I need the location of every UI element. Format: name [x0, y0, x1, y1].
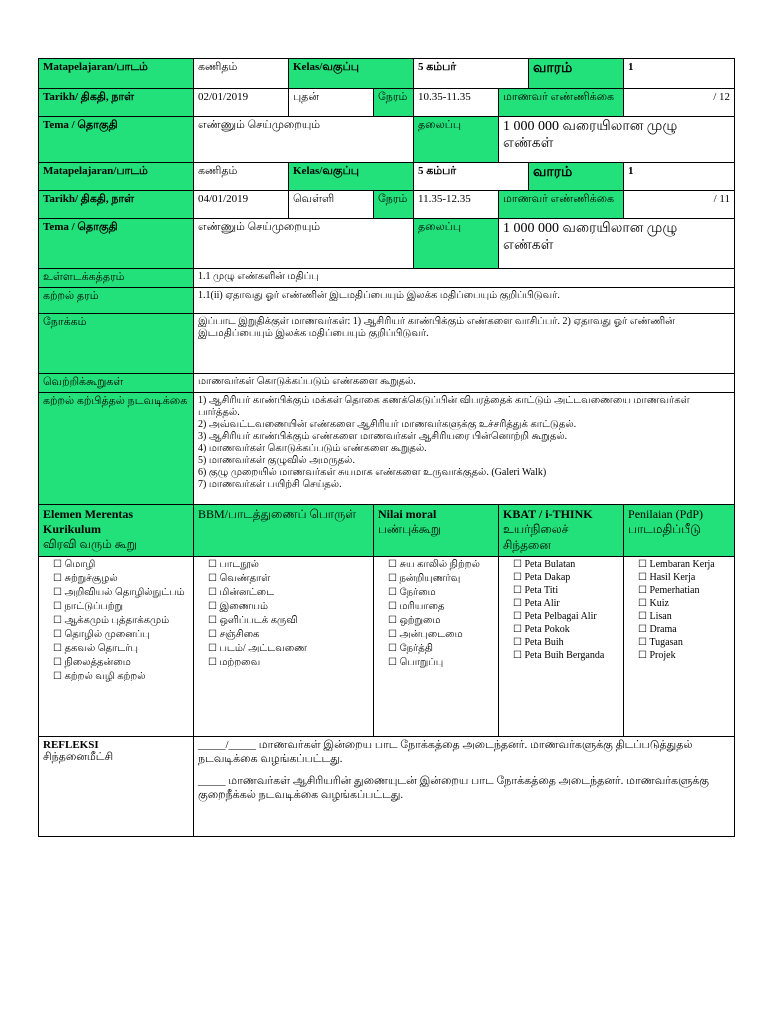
pdp-sub: பாடமதிப்பீடு [628, 522, 701, 536]
date-value-2: 04/01/2019 [194, 191, 289, 219]
bbm-item[interactable]: ☐ சஞ்சிகை [208, 629, 369, 641]
date-label: Tarikh/ திகதி, நாள் [39, 89, 194, 117]
pdp-header [624, 505, 735, 557]
cross-item[interactable]: ☐ ஆக்கமும் புத்தாக்கமும் [53, 615, 189, 627]
reflection-header [39, 737, 194, 837]
pdp-item[interactable]: ☐ Hasil Kerja [638, 572, 730, 583]
reflection-body [194, 737, 735, 837]
lesson-plan [38, 58, 734, 837]
cross-item[interactable]: ☐ சுற்றுச்சூழல் [53, 573, 189, 585]
nilai-sub: பண்புக்கூறு [378, 522, 441, 536]
reflection-line[interactable]: _____ மாணவர்கள் ஆசிரியரின் துணையுடன் இன்றைய பாட நோக்கத்தை அடைந்தனர். மாணவர்களுக்கு குறைநீக்கல் நடவடிக்கை வழங்கப்பட்டது. [198, 775, 710, 801]
pdp-item[interactable]: ☐ Tugasan [638, 637, 730, 648]
bbm-item[interactable]: ☐ பாடநூல் [208, 559, 369, 571]
students-label: மாணவர் எண்ணிக்கை [499, 89, 624, 117]
pdp-item[interactable]: ☐ Drama [638, 624, 730, 635]
subject-value: கணிதம் [194, 59, 289, 89]
title-value-2: 1 000 000 வரையிலான முழு எண்கள் [499, 219, 735, 269]
theme-label: Tema / தொகுதி [39, 117, 194, 163]
cross-item[interactable]: ☐ மொழி [53, 559, 189, 571]
time-value: 10.35-11.35 [414, 89, 499, 117]
nilai-item[interactable]: ☐ மரியாதை [388, 601, 494, 613]
bbm-item[interactable]: ☐ மற்றவை [208, 657, 369, 669]
activity-step: 4) மாணவர்கள் கொடுக்கப்படும் எண்களை கூறுதல். [198, 443, 427, 454]
theme-value-2: எண்ணும் செய்முறையும் [194, 219, 414, 269]
nilai-item[interactable]: ☐ அன்புடைமை [388, 629, 494, 641]
objective-label: நோக்கம் [39, 314, 194, 374]
reflection-sub: சிந்தனைமீட்சி [43, 751, 114, 763]
nilai-item[interactable]: ☐ நேர்த்தி [388, 643, 494, 655]
time-label: நேரம் [374, 89, 414, 117]
pdp-item[interactable]: ☐ Kuiz [638, 598, 730, 609]
bbm-item[interactable]: ☐ ஒளிப்படக் கருவி [208, 615, 369, 627]
kbat-label: KBAT / i-THINK [503, 507, 593, 521]
kbat-item[interactable]: ☐ Peta Titi [513, 585, 619, 596]
nilai-item[interactable]: ☐ நேர்மை [388, 587, 494, 599]
pdp-label: Penilaian (PdP) [628, 507, 704, 521]
reflection-label: REFLEKSI [43, 739, 99, 751]
bbm-item[interactable]: ☐ வெண்தாள் [208, 573, 369, 585]
week-value-2: 1 [624, 163, 735, 191]
week-value: 1 [624, 59, 735, 89]
time-label-2: நேரம் [374, 191, 414, 219]
kbat-item[interactable]: ☐ Peta Bulatan [513, 559, 619, 570]
week-label-2: வாரம் [529, 163, 624, 191]
content-label: உள்ளடக்கத்தரம் [39, 269, 194, 288]
kbat-sub: உயர்நிலைச் சிந்தனை [503, 522, 569, 552]
students-value-2: / 11 [624, 191, 735, 219]
date-label-2: Tarikh/ திகதி, நாள் [39, 191, 194, 219]
activity-list [194, 393, 735, 505]
theme-label-2: Tema / தொகுதி [39, 219, 194, 269]
learning-label: கற்றல் தரம் [39, 288, 194, 314]
bbm-label: BBM/பாடத்துணைப் பொருள் [194, 505, 374, 557]
day-value: புதன் [289, 89, 374, 117]
class-label-2: Kelas/வகுப்பு [289, 163, 414, 191]
nilai-items [374, 557, 499, 737]
activity-step: 1) ஆசிரியர் காண்பிக்கும் மக்கள் தொகை கணக்கெடுப்பின் விபரத்தைக் காட்டும் அட்டவணையை மாணவர்கள் பார்த்தல். [198, 395, 690, 418]
activity-step: 3) ஆசிரியர் காண்பிக்கும் எண்களை மாணவர்கள் ஆசிரியரை பின்னொற்றி கூறுதல். [198, 431, 568, 442]
subject-label-2: Matapelajaran/பாடம் [39, 163, 194, 191]
bbm-item[interactable]: ☐ மின்னட்டை [208, 587, 369, 599]
cross-label: Elemen Merentas Kurikulum [43, 507, 134, 536]
activity-step: 7) மாணவர்கள் பயிற்சி செய்தல். [198, 479, 342, 490]
kbat-item[interactable]: ☐ Peta Buih [513, 637, 619, 648]
subject-label: Matapelajaran/பாடம் [39, 59, 194, 89]
cross-header [39, 505, 194, 557]
day-value-2: வெள்ளி [289, 191, 374, 219]
activity-step: 6) குழு முறையில் மாணவர்கள் சுயமாக எண்களை உருவாக்குதல். (Galeri Walk) [198, 467, 547, 478]
cross-items [39, 557, 194, 737]
nilai-item[interactable]: ☐ நன்றியுணர்வு [388, 573, 494, 585]
activity-label: கற்றல் கற்பித்தல் நடவடிக்கை [39, 393, 194, 505]
pdp-item[interactable]: ☐ Lisan [638, 611, 730, 622]
class-value-2: 5 கம்பர் [414, 163, 529, 191]
nilai-item[interactable]: ☐ பொறுப்பு [388, 657, 494, 669]
bbm-item[interactable]: ☐ இணையம் [208, 601, 369, 613]
pdp-item[interactable]: ☐ Lembaran Kerja [638, 559, 730, 570]
theme-value: எண்ணும் செய்முறையும் [194, 117, 414, 163]
time-value-2: 11.35-12.35 [414, 191, 499, 219]
cross-sub: விரவி வரும் கூறு [43, 537, 137, 551]
activity-step: 2) அவ்வட்டவணையின் எண்களை ஆசிரியர் மாணவர்களுக்கு உச்சரித்துக் காட்டுதல். [198, 419, 577, 430]
reflection-line[interactable]: _____/_____ மாணவர்கள் இன்றைய பாட நோக்கத்தை அடைந்தனர். மாணவர்களுக்கு திடப்படுத்துதல் நடவடிக்கை வழங்கப்பட்டது. [198, 739, 693, 765]
success-value: மாணவர்கள் கொடுக்கப்படும் எண்களை கூறுதல். [194, 374, 735, 393]
learning-value: 1.1(ii) ஏதாவது ஓர் எண்ணின் இடமதிப்பையும் இலக்க மதிப்பையும் குறிப்பிடுவர். [194, 288, 735, 314]
students-value: / 12 [624, 89, 735, 117]
title-value: 1 000 000 வரையிலான முழு எண்கள் [499, 117, 735, 163]
class-label: Kelas/வகுப்பு [289, 59, 414, 89]
pdp-item[interactable]: ☐ Projek [638, 650, 730, 661]
pdp-items [624, 557, 735, 737]
date-value: 02/01/2019 [194, 89, 289, 117]
cross-item[interactable]: ☐ கற்றல் வழி கற்றல் [53, 671, 189, 683]
lesson-table [38, 58, 735, 837]
kbat-item[interactable]: ☐ Peta Dakap [513, 572, 619, 583]
title-label: தலைப்பு [414, 117, 499, 163]
kbat-item[interactable]: ☐ Peta Alir [513, 598, 619, 609]
kbat-items [499, 557, 624, 737]
nilai-item[interactable]: ☐ சுய காலில் நிற்றல் [388, 559, 494, 571]
cross-item[interactable]: ☐ தொழில் முனைப்பு [53, 629, 189, 641]
kbat-item[interactable]: ☐ Peta Buih Berganda [513, 650, 619, 661]
kbat-item[interactable]: ☐ Peta Pokok [513, 624, 619, 635]
nilai-item[interactable]: ☐ ஒற்றுமை [388, 615, 494, 627]
cross-item[interactable]: ☐ நிலைத்தன்மை [53, 657, 189, 669]
kbat-header [499, 505, 624, 557]
cross-item[interactable]: ☐ அறிவியல் தொழில்நுட்பம் [53, 587, 189, 599]
subject-value-2: கணிதம் [194, 163, 289, 191]
nilai-label: Nilai moral [378, 507, 437, 521]
activity-step: 5) மாணவர்கள் குழுவில் அமருதல். [198, 455, 355, 466]
objective-value: இப்பாட இறுதிக்குள் மாணவர்கள்: 1) ஆசிரியர் காண்பிக்கும் எண்களை வாசிப்பர். 2) ஏதாவது ஓர் எண்ணின் இடமதிப்பையும் இலக்க மதிப்பையும் குறிப்பிடுவர். [194, 314, 735, 374]
success-label: வெற்றிக்கூறுகள் [39, 374, 194, 393]
pdp-item[interactable]: ☐ Pemerhatian [638, 585, 730, 596]
title-label-2: தலைப்பு [414, 219, 499, 269]
cross-item[interactable]: ☐ தகவல் தொடர்பு [53, 643, 189, 655]
students-label-2: மாணவர் எண்ணிக்கை [499, 191, 624, 219]
content-value: 1.1 முழு எண்களின் மதிப்பு [194, 269, 735, 288]
bbm-items [194, 557, 374, 737]
bbm-item[interactable]: ☐ படம்/ அட்டவணை [208, 643, 369, 655]
class-value: 5 கம்பர் [414, 59, 529, 89]
week-label: வாரம் [529, 59, 624, 89]
cross-item[interactable]: ☐ நாட்டுப்பற்று [53, 601, 189, 613]
nilai-header [374, 505, 499, 557]
kbat-item[interactable]: ☐ Peta Pelbagai Alir [513, 611, 619, 622]
